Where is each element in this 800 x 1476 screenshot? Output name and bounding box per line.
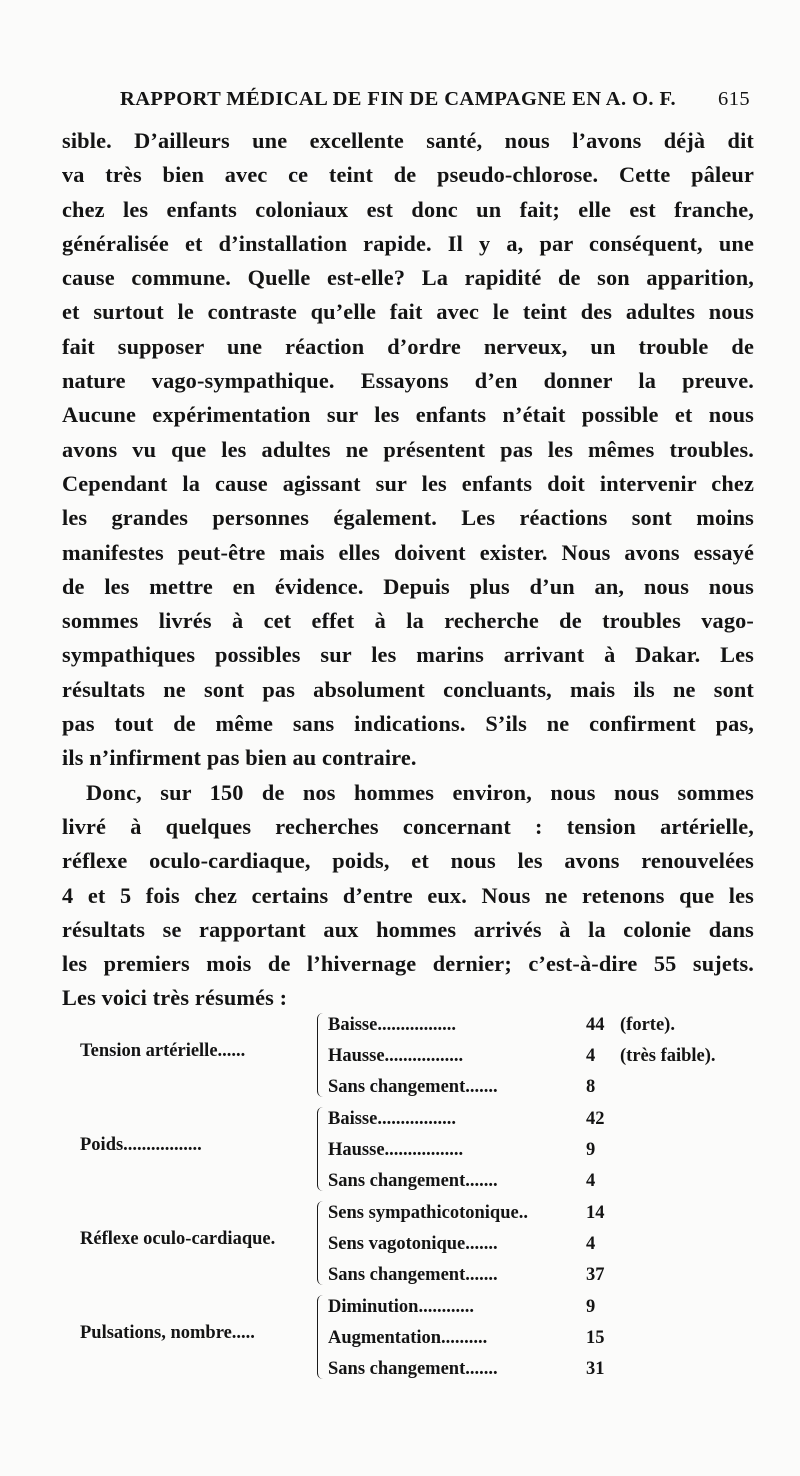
group-rows [328, 1198, 760, 1291]
text-line: pas tout de même sans indications. S’ils ne confirment pas, [62, 711, 754, 737]
brace [317, 1107, 328, 1191]
result-row [328, 1072, 760, 1103]
group-label: Tension artérielle...... [80, 1041, 246, 1061]
text-line: sommes livrés à cet effet à la recherche de troubles vago- [62, 608, 754, 634]
result-row [328, 1260, 760, 1291]
result-group-tension [80, 1010, 760, 1104]
row-count: 4 [586, 1046, 596, 1066]
text-line: résultats se rapportant aux hommes arrivés à la colonie dans [62, 916, 754, 942]
text-line: sible. D’ailleurs une excellente santé, nous l’avons déjà dit [62, 128, 754, 153]
result-row [328, 1166, 760, 1197]
running-head [120, 78, 750, 118]
row-name: Augmentation.......... [328, 1328, 488, 1348]
text-line: livré à quelques recherches concernant : tension artérielle, [62, 813, 754, 839]
result-row [328, 1135, 760, 1166]
result-group-reflexe [80, 1198, 760, 1292]
row-name: Sens sympathicotonique.. [328, 1203, 528, 1223]
result-row [328, 1041, 760, 1072]
row-name: Sans changement....... [328, 1077, 498, 1097]
row-name: Hausse................. [328, 1140, 464, 1160]
text-line: chez les enfants coloniaux est donc un fait; elle est franche, [62, 196, 754, 222]
body-text [62, 124, 754, 1016]
text-line: Les voici très résumés : [62, 985, 288, 1011]
text-line: les grandes personnes également. Les réactions sont moins [62, 505, 754, 531]
results-table [80, 1010, 760, 1386]
row-count: 9 [586, 1140, 596, 1160]
row-count: 8 [586, 1077, 596, 1097]
row-count: 4 [586, 1171, 596, 1191]
text-line: sympathiques possibles sur les marins arrivant à Dakar. Les [62, 642, 754, 668]
row-name: Baisse................. [328, 1109, 456, 1129]
row-count: 31 [586, 1359, 605, 1379]
row-count: 9 [586, 1297, 596, 1317]
row-note: (forte). [620, 1015, 675, 1035]
group-label: Poids................. [80, 1135, 202, 1155]
text-line: va très bien avec ce teint de pseudo-chlorose. Cette pâleur [62, 162, 754, 188]
row-name: Diminution............ [328, 1297, 474, 1317]
text-line: Aucune expérimentation sur les enfants n’était possible et nous [62, 402, 754, 428]
row-name: Sans changement....... [328, 1171, 498, 1191]
text-line: manifestes peut-être mais elles doivent exister. Nous avons essayé [62, 539, 754, 565]
row-count: 44 [586, 1015, 605, 1035]
row-name: Sans changement....... [328, 1359, 498, 1379]
row-count: 4 [586, 1234, 596, 1254]
row-count: 42 [586, 1109, 605, 1129]
text-line: réflexe oculo-cardiaque, poids, et nous les avons renouvelées [62, 848, 754, 874]
result-row [328, 1198, 760, 1229]
result-group-poids [80, 1104, 760, 1198]
row-count: 14 [586, 1203, 605, 1223]
running-head-title: RAPPORT MÉDICAL DE FIN DE CAMPAGNE EN A. O. F. [120, 88, 677, 110]
result-row [328, 1010, 760, 1041]
row-note: (très faible). [620, 1046, 716, 1066]
group-label: Pulsations, nombre..... [80, 1323, 255, 1343]
result-row [328, 1229, 760, 1260]
page-number: 615 [718, 88, 750, 110]
result-row [328, 1292, 760, 1323]
text-line: Cependant la cause agissant sur les enfants doit intervenir chez [62, 470, 754, 496]
result-group-pulsations [80, 1292, 760, 1386]
brace [317, 1013, 328, 1097]
text-line: de les mettre en évidence. Depuis plus d’un an, nous nous [62, 573, 754, 599]
text-line: cause commune. Quelle est-elle? La rapidité de son apparition, [62, 265, 754, 291]
text-line: 4 et 5 fois chez certains d’entre eux. Nous ne retenons que les [62, 882, 754, 908]
row-count: 37 [586, 1265, 605, 1285]
text-line: nature vago-sympathique. Essayons d’en donner la preuve. [62, 368, 754, 394]
text-line: généralisée et d’installation rapide. Il y a, par conséquent, une [62, 230, 754, 256]
row-name: Sans changement....... [328, 1265, 498, 1285]
group-rows [328, 1292, 760, 1385]
row-name: Baisse................. [328, 1015, 456, 1035]
text-line: et surtout le contraste qu’elle fait avec le teint des adultes nous [62, 299, 754, 325]
row-count: 15 [586, 1328, 605, 1348]
row-name: Sens vagotonique....... [328, 1234, 498, 1254]
row-name: Hausse................. [328, 1046, 464, 1066]
result-row [328, 1323, 760, 1354]
text-line: Donc, sur 150 de nos hommes environ, nous nous sommes [86, 779, 754, 805]
text-line: les premiers mois de l’hivernage dernier; c’est-à-dire 55 sujets. [62, 951, 754, 977]
text-line: avons vu que les adultes ne présentent pas les mêmes troubles. [62, 436, 754, 462]
brace [317, 1201, 328, 1285]
brace [317, 1295, 328, 1379]
group-label: Réflexe oculo-cardiaque. [80, 1229, 276, 1249]
text-line: ils n’infirment pas bien au contraire. [62, 745, 417, 771]
text-line: fait supposer une réaction d’ordre nerveux, un trouble de [62, 333, 754, 359]
text-line: résultats ne sont pas absolument concluants, mais ils ne sont [62, 676, 754, 702]
result-row [328, 1354, 760, 1385]
group-rows [328, 1104, 760, 1197]
group-rows [328, 1010, 760, 1103]
result-row [328, 1104, 760, 1135]
